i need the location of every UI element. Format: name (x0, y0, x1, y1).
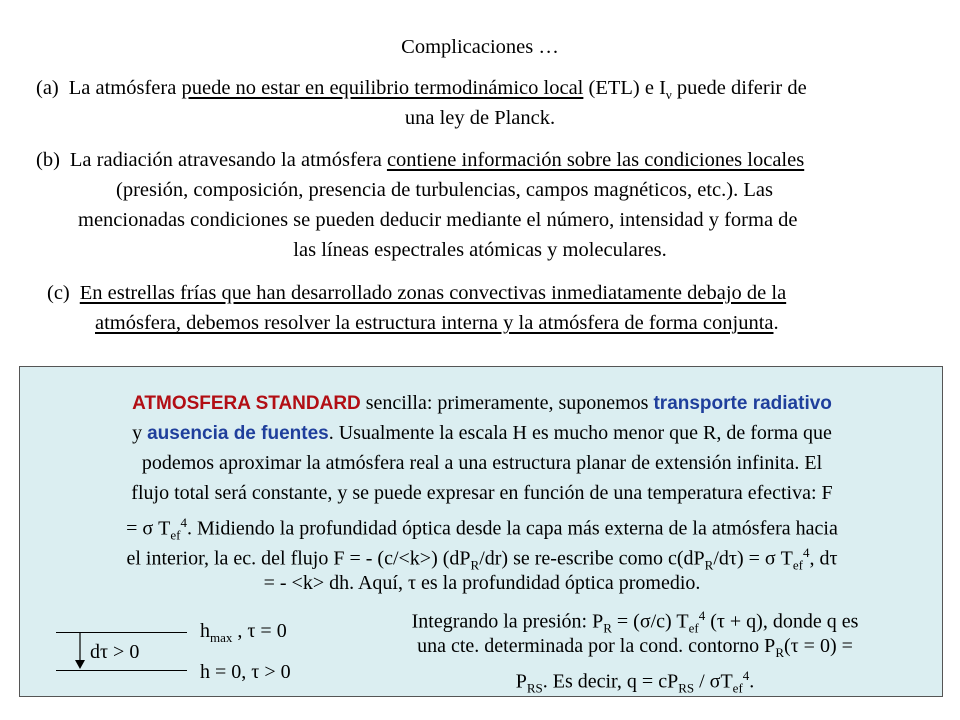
box-heading: ATMOSFERA STANDARD (132, 393, 361, 414)
item-c-line-1 (47, 279, 786, 308)
item-b-line-2: (presión, composición, presencia de turbulencias, campos magnéticos, etc.). Las (116, 179, 773, 201)
box-line-1: ATMOSFERA STANDARD sencilla: primeramente, suponemos transporte radiativo (132, 392, 832, 414)
item-c-line-2: atmósfera, debemos resolver la estructura interna y la atmósfera de forma conjunta. (95, 312, 779, 334)
integ-line-1: Integrando la presión: $P_R = (\sigma/c)$ $T_{ef}^4$ (τ + q), donde q es (411, 608, 859, 636)
item-a-underlined: puede no estar en equilibrio termodinámico local (181, 77, 584, 99)
box-keyword-sources: ausencia de fuentes (147, 423, 329, 444)
item-c-underlined-1: En estrellas frías que han desarrollado zonas convectivas inmediatamente debajo de la (79, 282, 787, 304)
item-b-line-1: (b) La radiación atravesando la atmósfera contiene información sobre las condiciones locales (36, 149, 805, 171)
item-b-label: (b) (36, 149, 60, 171)
diagram-bottom-line (56, 670, 187, 671)
diagram-h0-label: h = 0, τ > 0 (200, 661, 291, 683)
box-line-7: = - <k> dh. Aquí, τ es la profundidad óptica promedio. (263, 572, 701, 594)
item-a-line-1: (a) La atmósfera puede no estar en equilibrio termodinámico local (ETL) e $I_\nu$ puede diferir de (36, 77, 807, 103)
down-arrow-icon (74, 632, 86, 670)
item-a-line-2: una ley de Planck. (404, 107, 556, 129)
integ-line-3: $P_{RS}$. Es decir, $q = cP_{RS} / \sigma T_{ef}^4$. (515, 668, 755, 696)
item-b-line-3: mencionadas condiciones se pueden deducir mediante el número, intensidad y forma de (78, 209, 798, 231)
standard-atmosphere-box (19, 366, 943, 697)
box-line-5: = σ $T_{ef}^4$. Midiendo la profundidad óptica desde la capa más externa de la atmósfera hacia (126, 515, 838, 543)
item-a-label: (a) (36, 77, 59, 99)
item-c-label: (c) (47, 282, 70, 304)
diagram-dtau-label: dτ > 0 (90, 641, 140, 663)
item-b-underlined: contiene información sobre las condiciones locales (386, 149, 805, 171)
slide-title: Complicaciones … (401, 36, 559, 58)
box-line-4: flujo total será constante, y se puede expresar en función de una temperatura efectiva: F (131, 482, 833, 504)
item-b-line-4: las líneas espectrales atómicas y moleculares. (293, 239, 667, 261)
box-line-3: podemos aproximar la atmósfera real a una estructura planar de extensión infinita. El (141, 452, 823, 474)
item-c-underlined-2: atmósfera, debemos resolver la estructura interna y la atmósfera de forma conjunta (95, 312, 774, 334)
integ-line-2: una cte. determinada por la cond. contorno $P_R(\tau = 0)$ = (417, 635, 853, 660)
diagram-hmax-label: $h_{max}$ , τ = 0 (200, 620, 287, 645)
box-line-2: y ausencia de fuentes. Usualmente la escala H es mucho menor que R, de forma que (132, 422, 832, 444)
box-line-6: el interior, la ec. del flujo F = - (c/<k>) $(dP_R/dr)$ se re-escribe como $c(dP_R/d\tau) = \sigma$ $T_{ef}^4$, dτ (126, 545, 838, 573)
box-keyword-radiative: transporte radiativo (653, 393, 832, 414)
